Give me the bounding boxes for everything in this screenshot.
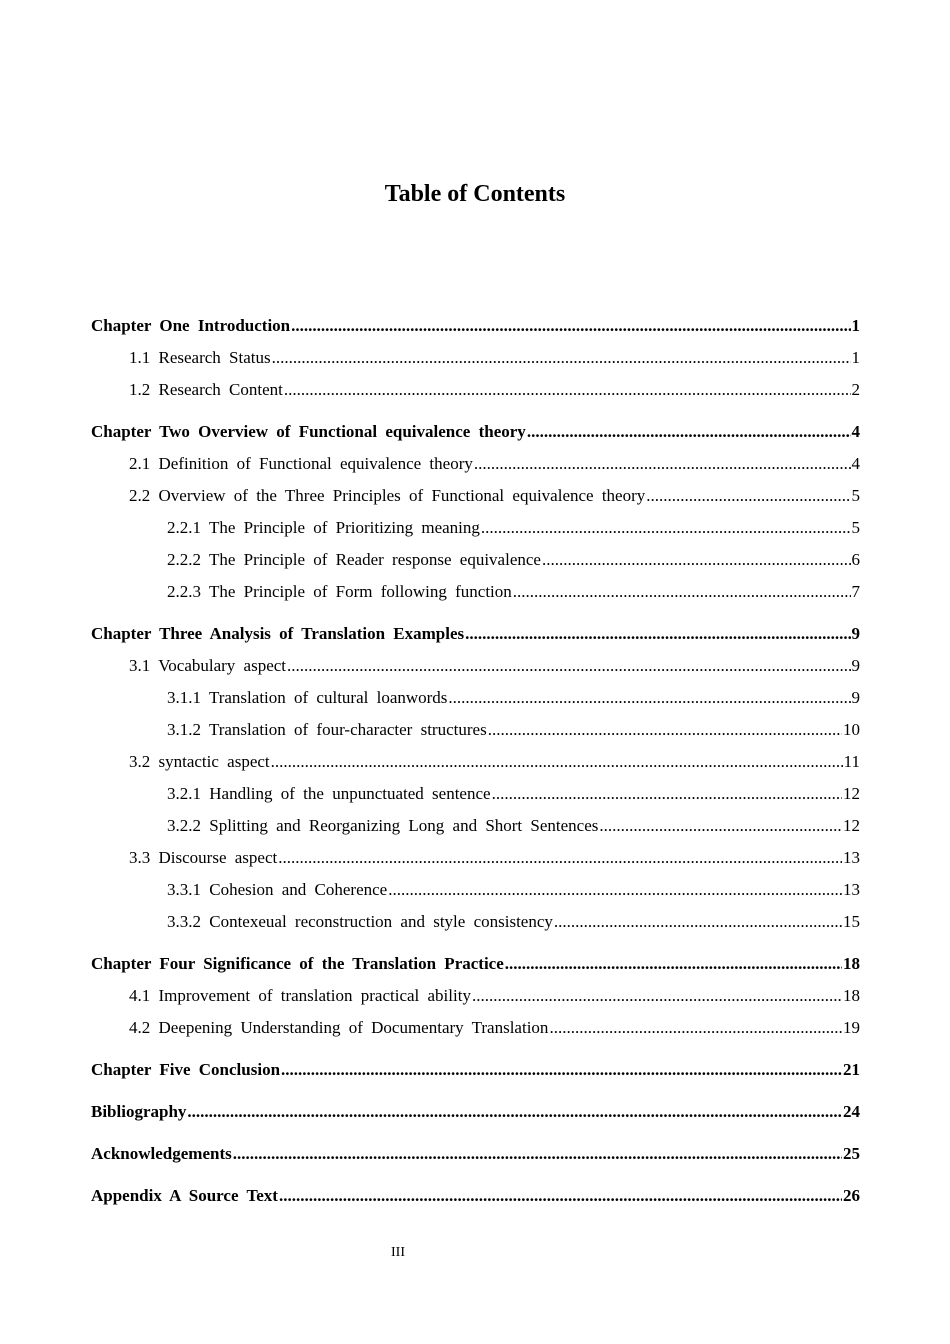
toc-entry-page: 5 <box>851 486 860 505</box>
toc-entry-label: 3.2.2 Splitting and Reorganizing Long and Short Sentences <box>167 816 599 835</box>
dot-leader <box>233 1138 842 1170</box>
dot-leader <box>287 650 850 682</box>
toc-entry-label: 3.2.1 Handling of the unpunctuated sentence <box>167 784 491 803</box>
toc-entry[interactable] <box>91 1180 860 1212</box>
toc-entry-page: 4 <box>851 454 860 473</box>
toc-entry-label: 3.1.1 Translation of cultural loanwords <box>167 688 448 707</box>
toc-entry-page: 7 <box>851 582 860 601</box>
toc-entry-label: Bibliography <box>91 1102 187 1121</box>
toc-entry-label: 3.3.2 Contexeual reconstruction and style consistency <box>167 912 553 931</box>
dot-leader <box>554 906 842 938</box>
toc-entry-page: 9 <box>851 656 860 675</box>
dot-leader <box>542 544 851 576</box>
toc-entry-label: 2.1 Definition of Functional equivalence theory <box>129 454 473 473</box>
dot-leader <box>492 778 842 810</box>
toc-entry[interactable] <box>91 618 860 650</box>
dot-leader <box>472 980 842 1012</box>
toc-entry-page: 4 <box>851 422 860 441</box>
toc-entry-page: 9 <box>851 688 860 707</box>
toc-entry-label: Chapter Four Significance of the Translation Practice <box>91 954 504 973</box>
toc-entry-page: 19 <box>843 1018 860 1037</box>
toc-entry-label: 2.2.3 The Principle of Form following function <box>167 582 512 601</box>
toc-entry-page: 26 <box>843 1186 860 1205</box>
toc-entry-label: 3.1 Vocabulary aspect <box>129 656 287 675</box>
toc-entry[interactable] <box>91 416 860 448</box>
dot-leader <box>646 480 850 512</box>
toc-entry-page: 2 <box>851 380 860 399</box>
toc-entry-label: Chapter Two Overview of Functional equivalence theory <box>91 422 526 441</box>
dot-leader <box>599 810 842 842</box>
dot-leader <box>481 512 851 544</box>
toc-entry-page: 12 <box>843 816 860 835</box>
toc-entry-label: 3.1.2 Translation of four-character structures <box>167 720 487 739</box>
toc-entry-page: 25 <box>843 1144 860 1163</box>
toc-entry[interactable] <box>91 448 860 480</box>
dot-leader <box>291 310 850 342</box>
toc-entry-label: 1.2 Research Content <box>129 380 283 399</box>
toc-entry-label: Appendix A Source Text <box>91 1186 278 1205</box>
toc-entry-label: 2.2 Overview of the Three Principles of Functional equivalence theory <box>129 486 646 505</box>
toc-entry[interactable] <box>91 342 860 374</box>
toc-entry[interactable] <box>91 980 860 1012</box>
dot-leader <box>271 746 843 778</box>
dot-leader <box>187 1096 842 1128</box>
toc-entry-page: 13 <box>843 880 860 899</box>
toc-entry[interactable] <box>91 746 860 778</box>
toc-entry-label: 4.1 Improvement of translation practical ability <box>129 986 471 1005</box>
toc-entry[interactable] <box>91 842 860 874</box>
dot-leader <box>388 874 842 906</box>
dot-leader <box>465 618 850 650</box>
dot-leader <box>505 948 842 980</box>
toc-entry-label: 1.1 Research Status <box>129 348 271 367</box>
dot-leader <box>281 1054 842 1086</box>
dot-leader <box>278 842 842 874</box>
dot-leader <box>474 448 851 480</box>
toc-entry-page: 1 <box>851 316 860 335</box>
toc-entry-label: Chapter Five Conclusion <box>91 1060 281 1079</box>
table-of-contents <box>91 310 860 1212</box>
toc-entry-page: 9 <box>851 624 860 643</box>
dot-leader <box>284 374 851 406</box>
dot-leader <box>549 1012 842 1044</box>
toc-entry-page: 13 <box>843 848 860 867</box>
toc-entry-page: 15 <box>843 912 860 931</box>
page-number: III <box>391 1245 405 1260</box>
toc-entry[interactable] <box>91 544 860 576</box>
toc-entry[interactable] <box>91 310 860 342</box>
toc-entry-page: 5 <box>851 518 860 537</box>
toc-entry[interactable] <box>91 480 860 512</box>
toc-entry-label: 2.2.1 The Principle of Prioritizing meaning <box>167 518 480 537</box>
toc-entry-page: 6 <box>851 550 860 569</box>
dot-leader <box>272 342 851 374</box>
toc-entry[interactable] <box>91 682 860 714</box>
toc-entry[interactable] <box>91 810 860 842</box>
toc-entry[interactable] <box>91 714 860 746</box>
dot-leader <box>513 576 851 608</box>
toc-entry[interactable] <box>91 650 860 682</box>
toc-entry-label: Chapter Three Analysis of Translation Examples <box>91 624 465 643</box>
toc-entry[interactable] <box>91 874 860 906</box>
toc-entry-label: 2.2.2 The Principle of Reader response equivalence <box>167 550 541 569</box>
dot-leader <box>448 682 850 714</box>
toc-entry[interactable] <box>91 1012 860 1044</box>
toc-entry[interactable] <box>91 906 860 938</box>
toc-entry[interactable] <box>91 1054 860 1086</box>
toc-entry[interactable] <box>91 1096 860 1128</box>
toc-entry[interactable] <box>91 948 860 980</box>
toc-entry-label: 4.2 Deepening Understanding of Documentary Translation <box>129 1018 549 1037</box>
page-title: Table of Contents <box>384 181 566 207</box>
toc-entry[interactable] <box>91 576 860 608</box>
dot-leader <box>527 416 851 448</box>
toc-entry-page: 1 <box>851 348 860 367</box>
toc-entry[interactable] <box>91 374 860 406</box>
toc-entry-page: 10 <box>843 720 860 739</box>
toc-entry-label: 3.2 syntactic aspect <box>129 752 270 771</box>
toc-entry-page: 24 <box>843 1102 860 1121</box>
dot-leader <box>488 714 842 746</box>
toc-entry-page: 11 <box>843 752 860 771</box>
toc-entry-label: Acknowledgements <box>91 1144 232 1163</box>
toc-entry[interactable] <box>91 512 860 544</box>
toc-entry-label: 3.3.1 Cohesion and Coherence <box>167 880 388 899</box>
toc-entry-page: 21 <box>843 1060 860 1079</box>
toc-entry-page: 12 <box>843 784 860 803</box>
toc-entry-label: 3.3 Discourse aspect <box>129 848 278 867</box>
dot-leader <box>279 1180 842 1212</box>
toc-entry-page: 18 <box>843 954 860 973</box>
toc-entry[interactable] <box>91 1138 860 1170</box>
toc-entry[interactable] <box>91 778 860 810</box>
toc-entry-page: 18 <box>843 986 860 1005</box>
toc-entry-label: Chapter One Introduction <box>91 316 291 335</box>
